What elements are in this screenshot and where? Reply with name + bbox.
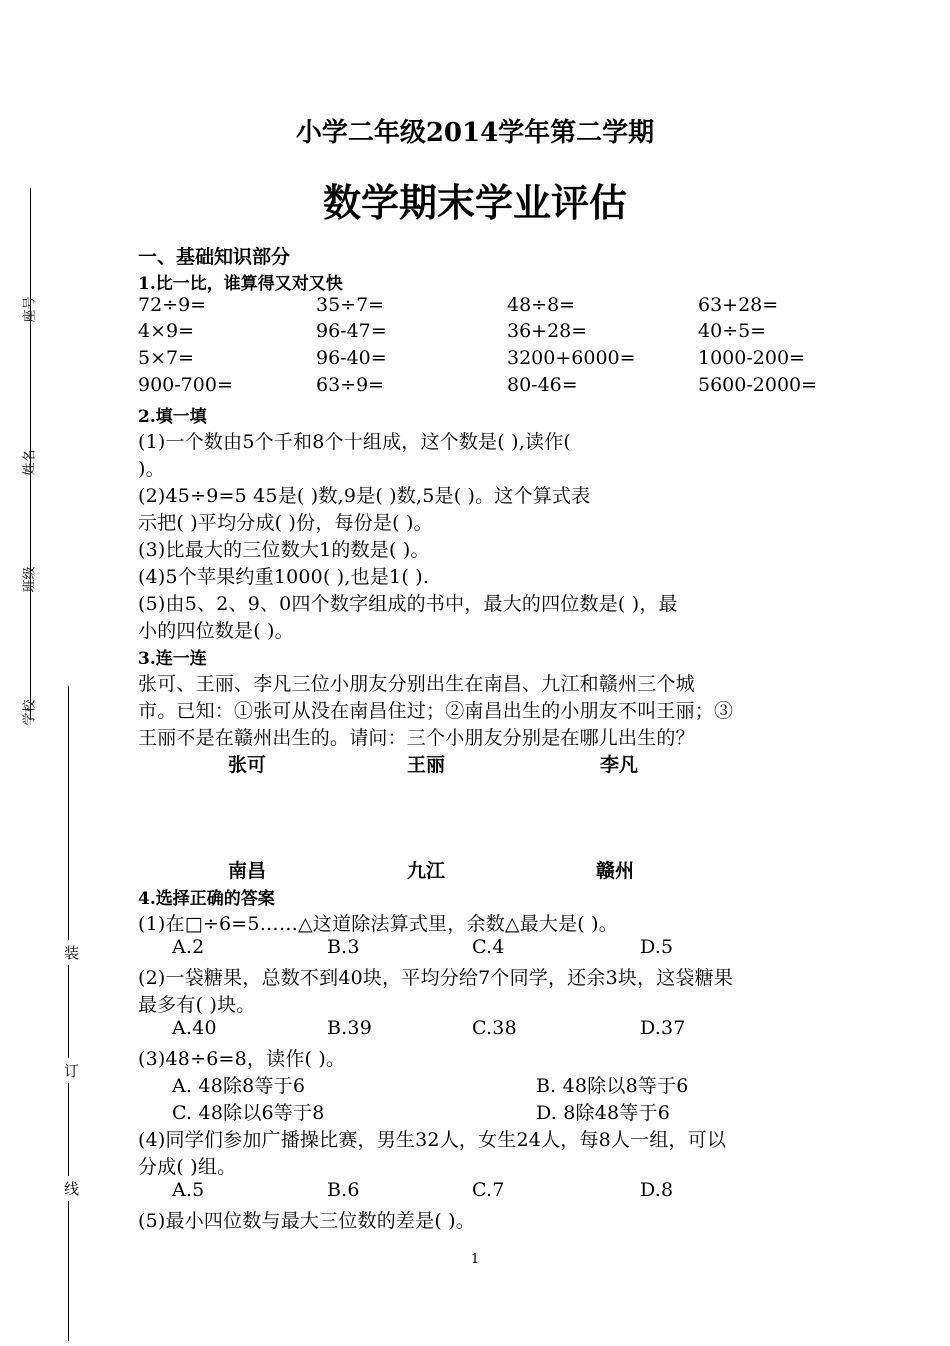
calc-item: 96-47= [316, 320, 387, 342]
city-jiujiang[interactable]: 九江 [407, 860, 446, 882]
binding-char-zhuang: 装 [64, 940, 79, 965]
q4-question: 最多有( )块。 [138, 994, 256, 1016]
q2-line: (2)45÷9=5 45是( )数,9是( )数,5是( )。这个算式表 [138, 485, 591, 507]
class-label: 班级 [22, 566, 38, 593]
city-ganzhou[interactable]: 赣州 [596, 860, 635, 882]
q2-line: (3)比最大的三位数大1的数是( )。 [138, 539, 430, 561]
q4-option[interactable]: D. 8除48等于6 [536, 1102, 670, 1124]
page-title: 小学二年级2014学年第二学期 [295, 118, 655, 148]
q4-question: (5)最小四位数与最大三位数的差是( )。 [138, 1210, 475, 1232]
q2-line: 示把( )平均分成( )份，每份是( )。 [138, 512, 433, 534]
q4-option[interactable]: B.39 [327, 1017, 372, 1039]
calc-item: 35÷7= [316, 294, 385, 316]
q3-line: 王丽不是在赣州出生的。请问：三个小朋友分别是在哪儿出生的？ [138, 727, 695, 749]
q4-option[interactable]: D.8 [640, 1179, 674, 1201]
page-number: 1 [470, 1252, 480, 1267]
q4-option[interactable]: C. 48除以6等于8 [172, 1102, 325, 1124]
binding-line [68, 686, 69, 1341]
q2-line: (4)5个苹果约重1000( ),也是1( ). [138, 566, 430, 588]
q4-option[interactable]: B.6 [327, 1179, 360, 1201]
q2-line: 小的四位数是( )。 [138, 620, 294, 642]
page-subtitle: 数学期末学业评估 [322, 181, 627, 225]
calc-item: 5×7= [138, 347, 195, 369]
q2-line: )。 [138, 458, 165, 480]
calc-item: 4×9= [138, 320, 195, 342]
calc-item: 900-700= [138, 374, 233, 396]
q4-option[interactable]: A.40 [172, 1017, 217, 1039]
q4-option[interactable]: B.3 [327, 936, 360, 958]
calc-item: 3200+6000= [507, 347, 636, 369]
person-zhangke[interactable]: 张可 [228, 754, 267, 776]
q2-line: (1)一个数由5个千和8个十组成，这个数是( ),读作( [138, 431, 572, 453]
q4-question: (2)一袋糖果，总数不到40块，平均分给7个同学，还余3块，这袋糖果 [138, 967, 734, 989]
q4-option[interactable]: D.37 [640, 1017, 686, 1039]
name-label: 姓名 [22, 449, 38, 476]
school-label: 学校 [22, 699, 38, 726]
q3-heading: 3.连一连 [138, 649, 207, 669]
calc-item: 96-40= [316, 347, 387, 369]
q4-option[interactable]: B. 48除以8等于6 [536, 1075, 689, 1097]
calc-item: 48÷8= [507, 294, 576, 316]
calc-item: 63÷9= [316, 374, 385, 396]
q4-question: (4)同学们参加广播操比赛，男生32人，女生24人，每8人一组，可以 [138, 1129, 727, 1151]
calc-item: 80-46= [507, 374, 578, 396]
q4-question: (3)48÷6=8，读作( )。 [138, 1048, 346, 1070]
q2-heading: 2.填一填 [138, 407, 207, 427]
section-heading: 一、基础知识部分 [138, 246, 291, 268]
q4-heading: 4.选择正确的答案 [138, 889, 275, 909]
person-lifan[interactable]: 李凡 [600, 754, 639, 776]
seat-label: 座号 [22, 296, 38, 323]
calc-item: 72÷9= [138, 294, 207, 316]
person-wangli[interactable]: 王丽 [407, 754, 446, 776]
q4-question: (1)在□÷6=5……△这道除法算式里，余数△最大是( )。 [138, 913, 618, 935]
q2-line: (5)由5、2、9、0四个数字组成的书中，最大的四位数是( )，最 [138, 593, 678, 615]
q4-question: 分成( )组。 [138, 1156, 237, 1178]
binding-char-ding: 订 [64, 1058, 79, 1083]
calc-item: 40÷5= [698, 320, 767, 342]
q1-heading: 1.比一比，谁算得又对又快 [138, 274, 343, 294]
calc-item: 36+28= [507, 320, 588, 342]
binding-char-xian: 线 [64, 1176, 79, 1201]
q4-option[interactable]: C.4 [472, 936, 505, 958]
q3-line: 张可、王丽、李凡三位小朋友分别出生在南昌、九江和赣州三个城 [138, 673, 695, 695]
q4-option[interactable]: C.38 [472, 1017, 517, 1039]
calc-item: 5600-2000= [698, 374, 818, 396]
calc-item: 63+28= [698, 294, 779, 316]
q4-option[interactable]: A.5 [172, 1179, 205, 1201]
q4-option[interactable]: C.7 [472, 1179, 505, 1201]
calc-item: 1000-200= [698, 347, 805, 369]
q4-option[interactable]: D.5 [640, 936, 674, 958]
q4-option[interactable]: A.2 [172, 936, 205, 958]
q4-option[interactable]: A. 48除8等于6 [172, 1075, 306, 1097]
q3-line: 市。已知：①张可从没在南昌住过；②南昌出生的小朋友不叫王丽；③ [138, 700, 734, 722]
city-nanchang[interactable]: 南昌 [228, 860, 267, 882]
